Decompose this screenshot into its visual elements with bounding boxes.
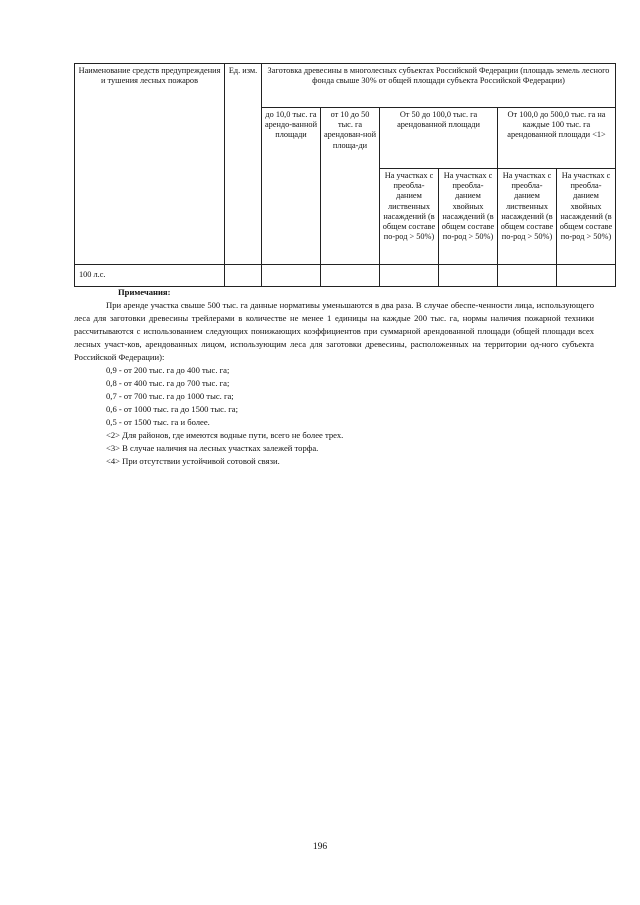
header-unit: Ед. изм. [225,64,262,265]
table-row [75,265,616,287]
table-cell [321,265,380,287]
table-cell [225,265,262,287]
notes-title: Примечания: [118,287,171,297]
table-cell [498,265,557,287]
footnote-3: <3> В случае наличия на лесных участках залежей торфа. [106,443,319,453]
header-sub-1: до 10,0 тыс. га арендо-ванной площади [262,108,321,265]
notes-section [74,286,594,468]
notes-item: 0,7 - от 700 тыс. га до 1000 тыс. га; [106,391,234,401]
header-sub-4: От 100,0 до 500,0 тыс. га на каждые 100 тыс. га арендованной площади <1> [498,108,616,169]
notes-item: 0,6 - от 1000 тыс. га до 1500 тыс. га; [106,404,238,414]
header-name: Наименование средств предупреждения и тушения лесных пожаров [75,64,225,265]
table-cell [262,265,321,287]
row-label: 100 л.с. [75,265,225,287]
header-subsub-2: На участках с преобла-данием хвойных насаждений (в общем составе по-род > 50%) [439,169,498,265]
footnote-4: <4> При отсутствии устойчивой сотовой связи. [106,456,280,466]
notes-item: 0,5 - от 1500 тыс. га и более. [106,417,210,427]
table-cell [439,265,498,287]
header-sub-2: от 10 до 50 тыс. га арендован-ной площа-ди [321,108,380,265]
page-number: 196 [312,842,328,852]
footnote-2: <2> Для районов, где имеются водные пути, всего не более трех. [106,430,344,440]
notes-paragraph: При аренде участка свыше 500 тыс. га данные нормативы уменьшаются в два раза. В случае обеспе-ченности лица, использующего леса для заготовки древесины трейлерами в количестве не менее 1 единицы на каждые 200 тыс. га, нормы наличия пожарной техники рассчитываются с использованием следующих понижающих коэффициентов при суммарной арендованной площади (общей площади всех лесных участ-ков, арендованных лицом, использующим леса для заготовки древесины, расположенных на территории од-ного субъекта Российской Федерации): [74,300,594,362]
header-group: Заготовка древесины в многолесных субъектах Российской Федерации (площадь земель лесного фонда свыше 30% от общей площади субъекта Российской Федерации) [262,64,616,108]
header-subsub-4: На участках с преобла-данием хвойных насаждений (в общем составе по-род > 50%) [557,169,616,265]
header-sub-3: От 50 до 100,0 тыс. га арендованной площади [380,108,498,169]
notes-item: 0,9 - от 200 тыс. га до 400 тыс. га; [106,365,230,375]
norms-table [74,63,616,287]
header-subsub-3: На участках с преобла-данием лиственных насаждений (в общем составе по-род > 50%) [498,169,557,265]
header-subsub-1: На участках с преобла-данием лиственных насаждений (в общем составе по-род > 50%) [380,169,439,265]
table-cell [380,265,439,287]
table-cell [557,265,616,287]
notes-item: 0,8 - от 400 тыс. га до 700 тыс. га; [106,378,230,388]
